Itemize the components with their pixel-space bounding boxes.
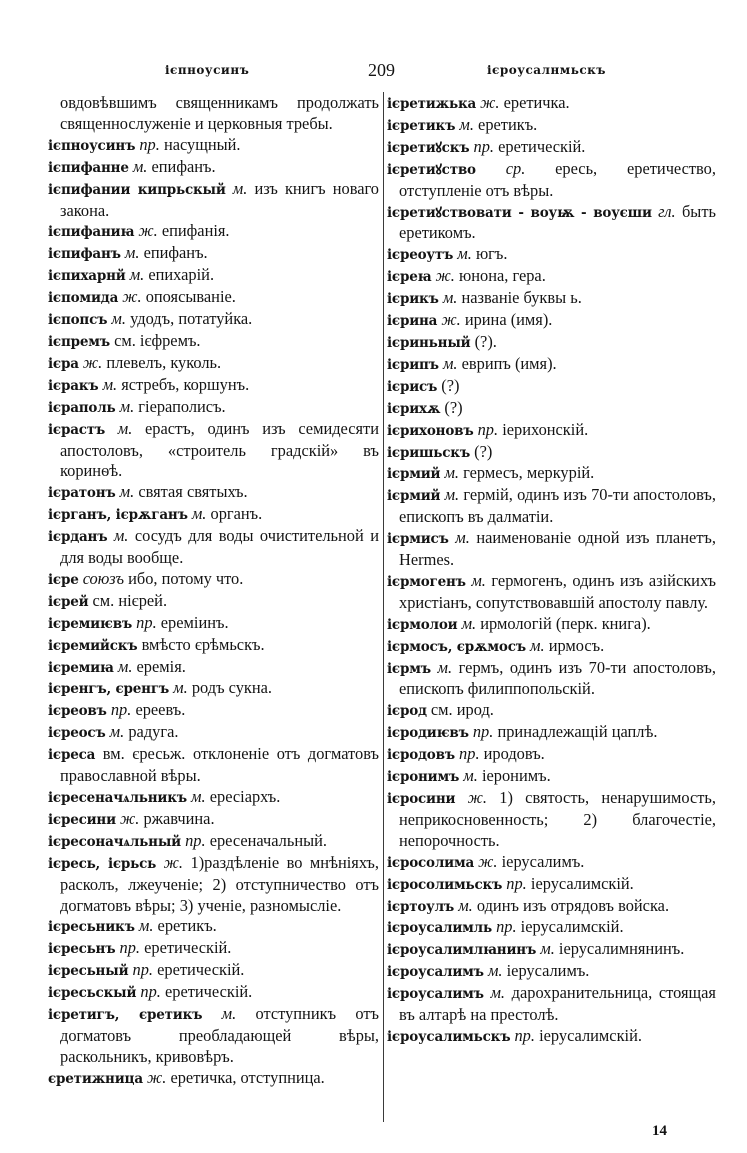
entry-definition: принадлежащій цаплѣ. [497, 722, 658, 742]
entry-headword: ієреовъ [48, 703, 107, 720]
entry-definition: ирмологій (перк. книга). [480, 613, 651, 633]
dictionary-entry [387, 332, 716, 354]
entry-definition: еретическій. [144, 938, 232, 958]
entry-definition: насущный. [163, 134, 241, 154]
entry-definition: ересь, еретичество, отступленіе отъ вѣры. [399, 158, 716, 200]
entry-definition: епифанъ. [143, 243, 208, 263]
dictionary-entry [387, 722, 716, 744]
entry-definition: радуга. [128, 722, 179, 742]
dictionary-entry [387, 983, 716, 1026]
dictionary-entry [387, 1026, 716, 1048]
entry-grammar: м. [455, 528, 470, 548]
entry-headword: ієрмий [387, 488, 441, 505]
entry-headword: ієроусалимъ [387, 986, 484, 1003]
entry-definition: iерусалимскiй. [520, 917, 624, 937]
entry-headword: ієроусалимьскъ [387, 1028, 511, 1045]
entry-definition: iерусалимъ. [506, 961, 590, 981]
dictionary-entry [48, 309, 379, 331]
entry-grammar: ж. [467, 788, 487, 807]
entry-grammar: гл. [658, 201, 676, 221]
dictionary-entry [48, 787, 379, 809]
entry-definition: иродовъ. [483, 744, 545, 764]
entry-grammar: м. [102, 374, 118, 394]
entry-headword: ієретижька [387, 96, 477, 112]
dictionary-entry [48, 157, 379, 179]
entry-definition: органъ. [210, 504, 263, 524]
dictionary-entry [48, 179, 379, 222]
entry-definition: изъ книгъ новаго закона. [60, 178, 379, 220]
dictionary-entry [48, 700, 379, 722]
entry-headword: ієпифанне [48, 159, 129, 176]
entry-grammar: м. [191, 504, 207, 524]
entry-grammar: пр. [472, 722, 494, 742]
entry-definition: (?) [474, 441, 493, 461]
entry-definition: быть еретикомъ. [399, 201, 716, 243]
dictionary-entry [387, 528, 716, 571]
dictionary-entry [48, 938, 379, 960]
entry-definition: отступникъ отъ догматовъ преобладающей вѣры, раскольникъ, кривовѣръ. [60, 1004, 379, 1066]
dictionary-entry [48, 635, 379, 657]
entry-headword: ієрмъ [387, 660, 431, 677]
entry-grammar: пр. [496, 917, 517, 937]
entry-headword: ієресьнъ [48, 941, 116, 958]
entry-grammar: м. [444, 485, 460, 505]
entry-headword: ієришьскъ [387, 444, 470, 461]
entry-headword: ієпихарнй [48, 268, 126, 285]
entry-headword: ієроусалимль [387, 920, 492, 937]
entry-definition: гермій, одинъ изъ 70-ти апостоловъ, епископъ въ далматіи. [399, 485, 716, 527]
entry-grammar: пр. [136, 612, 157, 632]
running-head-right: ієроусалнмьскъ [487, 63, 607, 77]
entry-definition: еретичка. [503, 93, 570, 112]
entry-definition: см. ирод. [430, 700, 494, 720]
signature-mark: 14 [652, 1123, 667, 1139]
entry-definition: еретикъ. [478, 114, 538, 134]
entry-grammar: м. [490, 983, 506, 1003]
entry-grammar: м. [487, 961, 503, 981]
dictionary-entry [387, 614, 716, 636]
entry-definition: вмѣсто єрѣмьскъ. [141, 634, 265, 654]
entry-definition: (?). [474, 331, 497, 351]
entry-headword: ієреосъ [48, 725, 106, 742]
entry-headword: ієпомида [48, 290, 119, 307]
dictionary-entry [48, 916, 379, 938]
entry-headword: ієресеначѧльникъ [48, 790, 187, 806]
entry-grammar: м. [437, 657, 453, 677]
dictionary-entry [387, 376, 716, 398]
entry-grammar: м. [138, 916, 154, 936]
entry-grammar: м. [221, 1004, 237, 1024]
entry-headword: ієпифаниꙗ [48, 224, 135, 241]
entry-definition: iерусалимъ. [501, 851, 585, 871]
entry-headword: ієрастъ [48, 421, 106, 438]
entry-headword: ієрихѫ [387, 400, 441, 417]
entry-grammar: ж. [138, 221, 158, 241]
entry-headword: ієретиꙋство [387, 161, 476, 178]
entry-headword: ієронимъ [387, 769, 460, 786]
entry-grammar: м. [111, 309, 126, 329]
dictionary-entry [48, 397, 379, 419]
dictionary-entry [48, 243, 379, 265]
dictionary-entry [387, 571, 716, 614]
dictionary-entry [387, 354, 716, 376]
dictionary-entry [48, 591, 379, 613]
entry-definition: еретическій. [157, 960, 245, 980]
entry-grammar: пр. [119, 938, 141, 958]
dictionary-entry [387, 788, 716, 852]
entry-definition: iерусалимскiй. [539, 1025, 642, 1045]
entry-headword: ієреоутъ [387, 247, 454, 264]
entry-headword: ієродиѥвъ [387, 725, 469, 742]
dictionary-entry [48, 526, 379, 569]
entry-definition: удодъ, потатуйка. [130, 309, 253, 329]
entry-headword: ієракъ [48, 377, 99, 394]
entry-headword: ієрихоновъ [387, 422, 474, 439]
entry-headword: ієроусалимлꙗнинъ [387, 942, 537, 959]
dictionary-entry [48, 853, 379, 917]
entry-definition: одинъ изъ отрядовъ войска. [476, 895, 670, 915]
entry-definition: 1)раздѣленіе во мнѣніяхъ, расколъ, лжеученіе; 2) отступничество отъ догматовъ вѣры; 3) ученіе, разномысліе. [60, 852, 379, 915]
entry-headword: ієраполь [48, 399, 116, 416]
entry-definition: епифанъ. [151, 156, 216, 176]
entry-grammar: м. [458, 895, 473, 915]
dictionary-entry [48, 265, 379, 287]
entry-headword: ієрикъ [387, 291, 439, 308]
entry-definition: гіераполисъ. [138, 396, 226, 416]
entry-headword: ієросолима [387, 854, 475, 871]
entry-grammar: м. [129, 265, 145, 285]
entry-headword: єретижница [48, 1070, 143, 1087]
dictionary-entry [387, 202, 716, 245]
entry-definition: гермогенъ, одинъ изъ азійскихъ христіанъ, сопутствовавшій апостолу павлу. [399, 570, 716, 612]
dictionary-entry [387, 244, 716, 266]
entry-definition: iеронимъ. [481, 766, 551, 786]
entry-definition: ирина (имя). [464, 310, 553, 330]
entry-definition: ястребъ, коршунъ. [121, 374, 250, 394]
dictionary-entry [48, 287, 379, 309]
entry-definition: см. ієфремъ. [114, 330, 201, 350]
entry-headword: ієреса [48, 747, 96, 764]
entry-grammar: м. [461, 613, 477, 633]
entry-grammar: м. [119, 482, 135, 502]
dictionary-entry [48, 960, 379, 982]
dictionary-entry [387, 310, 716, 332]
entry-definition: еремiинъ. [160, 612, 229, 632]
dictionary-entry [387, 159, 716, 202]
entry-headword: ієрданъ [48, 529, 108, 546]
page-number: 209 [368, 60, 395, 80]
entry-headword: ієпифании кипрьскый [48, 181, 226, 198]
entry-headword: ієрипъ [387, 356, 439, 373]
entry-grammar: ж. [146, 1067, 167, 1087]
dictionary-entry [387, 874, 716, 896]
running-head-left: ієпноусинъ [165, 63, 250, 77]
entry-definition: опоясываніе. [145, 287, 236, 307]
dictionary-entry [387, 896, 716, 918]
entry-grammar: м. [117, 418, 133, 438]
dictionary-entry [48, 809, 379, 831]
entry-headword: ієретигъ, єретикъ [48, 1007, 203, 1024]
entry-definition: югъ. [475, 244, 508, 264]
entry-headword: ієретиꙋскъ [387, 139, 470, 156]
entry-definition: ереевъ. [135, 700, 186, 720]
dictionary-entry [387, 917, 716, 939]
entry-grammar: м. [119, 396, 135, 416]
entry-grammar: ж. [163, 852, 183, 872]
entry-grammar: м. [463, 766, 478, 786]
entry-definition: (?) [444, 397, 463, 417]
entry-grammar: ж. [120, 808, 140, 828]
entry-definition: гермъ, одинъ изъ 70-ти апостоловъ, епископъ филиппопольскій. [399, 657, 716, 699]
entry-headword: ієпремъ [48, 333, 110, 350]
entry-headword: ієретикъ [387, 117, 456, 134]
dictionary-entry [387, 288, 716, 310]
entry-headword: ієрод [387, 703, 427, 720]
entry-headword: ієросини [387, 791, 456, 807]
entry-definition: наименованіе одной изъ планетъ, Hermes. [399, 528, 716, 570]
entry-definition: iерихонскiй. [502, 419, 589, 439]
dictionary-entry [387, 939, 716, 961]
entry-grammar: м. [442, 288, 458, 308]
entry-grammar: пр. [185, 830, 206, 850]
dictionary-entry [48, 135, 379, 157]
entry-definition: еретикъ. [157, 916, 217, 936]
entry-headword: ієрмисъ [387, 531, 449, 548]
entry-definition: названіе буквы ь. [461, 288, 582, 308]
dictionary-entry [48, 678, 379, 700]
entry-grammar: пр. [506, 873, 527, 893]
dictionary-entry [387, 961, 716, 983]
entry-definition: iерусалимскiй. [530, 873, 634, 893]
entry-definition: вм. єресьж. отклоненіе отъ догматовъ православной вѣры. [60, 744, 380, 786]
entry-headword: ієремийскъ [48, 637, 138, 654]
entry-headword: ієпопсъ [48, 312, 108, 329]
column-divider [383, 92, 384, 1122]
right-column [387, 93, 716, 1048]
entry-headword: ієресьный [48, 963, 129, 980]
entry-grammar: союзъ [82, 568, 124, 588]
entry-definition: плевелъ, куколь. [106, 352, 222, 372]
entry-definition: iерусалимнянинъ. [558, 939, 685, 959]
entry-headword: ієрмогенъ [387, 573, 466, 590]
entry-definition: ржавчина. [143, 808, 215, 828]
dictionary-entry [387, 442, 716, 464]
entry-grammar: м. [109, 722, 125, 742]
entry-definition: (?) [441, 375, 460, 395]
entry-headword: ієрганъ, ієрѫганъ [48, 507, 188, 524]
entry-headword: ієресьникъ [48, 919, 135, 936]
entry-headword: ієрисъ [387, 378, 438, 395]
dictionary-entry [387, 463, 716, 485]
dictionary-entry [48, 613, 379, 635]
entry-definition: ерастъ, одинъ изъ семидесяти апостоловъ, «строитель градскій» въ коринѳѣ. [60, 418, 379, 481]
entry-grammar: ж. [478, 851, 498, 871]
entry-grammar: пр. [514, 1025, 535, 1045]
entry-headword: ієрей [48, 593, 89, 610]
entry-grammar: м. [113, 526, 129, 546]
entry-definition: еврипъ (имя). [461, 353, 557, 373]
dictionary-entry [48, 375, 379, 397]
dictionary-entry [48, 831, 379, 853]
entry-grammar: пр. [110, 700, 132, 720]
entry-headword: ієресини [48, 811, 116, 828]
entry-grammar: м. [191, 787, 206, 806]
dictionary-entry [387, 420, 716, 442]
entry-definition: еремія. [136, 656, 186, 676]
entry-headword: ієроусалимъ [387, 964, 484, 981]
entry-grammar: м. [457, 244, 472, 264]
entry-definition: ибо, потому что. [128, 568, 244, 588]
entry-grammar: м. [459, 114, 474, 134]
entry-headword: ієренгъ, єренгъ [48, 681, 170, 698]
entry-headword: ієремиꙗ [48, 659, 114, 676]
entry-definition: овдовѣвшимъ священникамъ продолжать священнослуженіе и церковныя требы. [60, 93, 379, 133]
entry-headword: ієпифанъ [48, 246, 121, 263]
entry-grammar: м. [444, 463, 460, 483]
entry-grammar: м. [173, 678, 188, 698]
entry-headword: ієреꙗ [387, 269, 432, 286]
entry-grammar: пр. [140, 982, 161, 1002]
entry-grammar: ср. [505, 158, 526, 178]
entry-definition: сосудъ для воды очистительной и для воды вообще. [60, 526, 379, 568]
dictionary-entry [48, 419, 379, 483]
dictionary-entry [48, 569, 379, 591]
entry-grammar: м. [124, 243, 140, 263]
entry-grammar: пр. [132, 960, 153, 980]
entry-definition: родъ сукна. [191, 678, 273, 698]
entry-grammar: пр. [473, 136, 495, 156]
entry-headword: ієратонъ [48, 485, 116, 502]
continued-definition [48, 93, 379, 135]
entry-definition: еретическій. [165, 982, 253, 1002]
entry-definition: юнона, гера. [458, 266, 546, 286]
entry-grammar: пр. [139, 134, 160, 154]
dictionary-entry [387, 93, 716, 115]
entry-grammar: ж. [480, 93, 500, 112]
entry-grammar: м. [540, 939, 555, 959]
entry-grammar: ж. [435, 266, 455, 286]
entry-headword: ієретиꙋствовати - воуѭ - воуєши [387, 204, 652, 221]
dictionary-entry [387, 658, 716, 701]
dictionary-entry [387, 700, 716, 722]
dictionary-entry [48, 722, 379, 744]
dictionary-entry [387, 115, 716, 137]
dictionary-entry [387, 137, 716, 159]
dictionary-entry [48, 1068, 379, 1090]
entry-definition: 1) святость, ненарушимость, неприкосновенность; 2) благочестіе, непорочность. [399, 788, 716, 850]
left-column [48, 93, 379, 1090]
entry-grammar: ж. [82, 352, 103, 372]
entry-grammar: м. [232, 178, 248, 198]
dictionary-entry [48, 982, 379, 1004]
dictionary-entry [48, 221, 379, 243]
entry-definition: епифанія. [161, 221, 230, 241]
dictionary-entry [387, 744, 716, 766]
entry-definition: ересiархъ. [209, 787, 281, 806]
entry-headword: ієриньный [387, 334, 471, 351]
dictionary-entry [387, 266, 716, 288]
entry-grammar: ж. [441, 310, 461, 330]
entry-headword: ієпноусинъ [48, 137, 136, 154]
dictionary-entry [48, 657, 379, 679]
entry-headword: ієресь, ієрьсь [48, 855, 157, 872]
entry-headword: ієрмосъ, єрѫмосъ [387, 638, 526, 655]
entry-grammar: пр. [477, 419, 499, 439]
entry-definition: гермесъ, меркурій. [463, 463, 595, 483]
entry-headword: ієре [48, 571, 79, 588]
entry-headword: ієродовъ [387, 747, 455, 764]
dictionary-entry [387, 766, 716, 788]
entry-grammar: м. [117, 656, 133, 676]
dictionary-entry [387, 485, 716, 528]
entry-grammar: м. [132, 156, 148, 176]
dictionary-entry [48, 1004, 379, 1068]
entry-headword: ієра [48, 355, 79, 372]
dictionary-entry [48, 504, 379, 526]
dictionary-entry [387, 398, 716, 420]
entry-headword: ієрмий [387, 466, 441, 483]
dictionary-entry [48, 482, 379, 504]
entry-definition: дарохранительница, стоящая въ алтарѣ на престолѣ. [399, 983, 716, 1025]
entry-definition: см. нієрей. [92, 590, 168, 610]
entry-grammar: м. [442, 353, 458, 373]
entry-definition: еретическій. [498, 136, 586, 156]
entry-headword: ієртоулъ [387, 898, 455, 915]
entry-definition: епихарій. [148, 265, 215, 285]
entry-grammar: м. [471, 570, 486, 590]
dictionary-entry [48, 744, 379, 787]
dictionary-entry [387, 852, 716, 874]
entry-headword: ієрмолои [387, 616, 458, 633]
entry-grammar: м. [530, 635, 545, 655]
entry-headword: ієросолимьскъ [387, 876, 503, 893]
entry-definition: ересеначальный. [209, 830, 327, 850]
entry-headword: ієрина [387, 313, 438, 330]
entry-definition: еретичка, отступница. [170, 1067, 325, 1087]
dictionary-entry [48, 353, 379, 375]
entry-grammar: ж. [122, 287, 142, 307]
entry-headword: ієремиѥвъ [48, 615, 133, 632]
entry-definition: ирмосъ. [548, 635, 605, 655]
entry-headword: ієресьскый [48, 985, 137, 1002]
dictionary-entry [387, 636, 716, 658]
dictionary-entry [48, 331, 379, 353]
entry-grammar: пр. [459, 744, 480, 764]
entry-definition: святая святыхъ. [138, 482, 248, 502]
entry-headword: ієресоначѧльный [48, 833, 181, 850]
